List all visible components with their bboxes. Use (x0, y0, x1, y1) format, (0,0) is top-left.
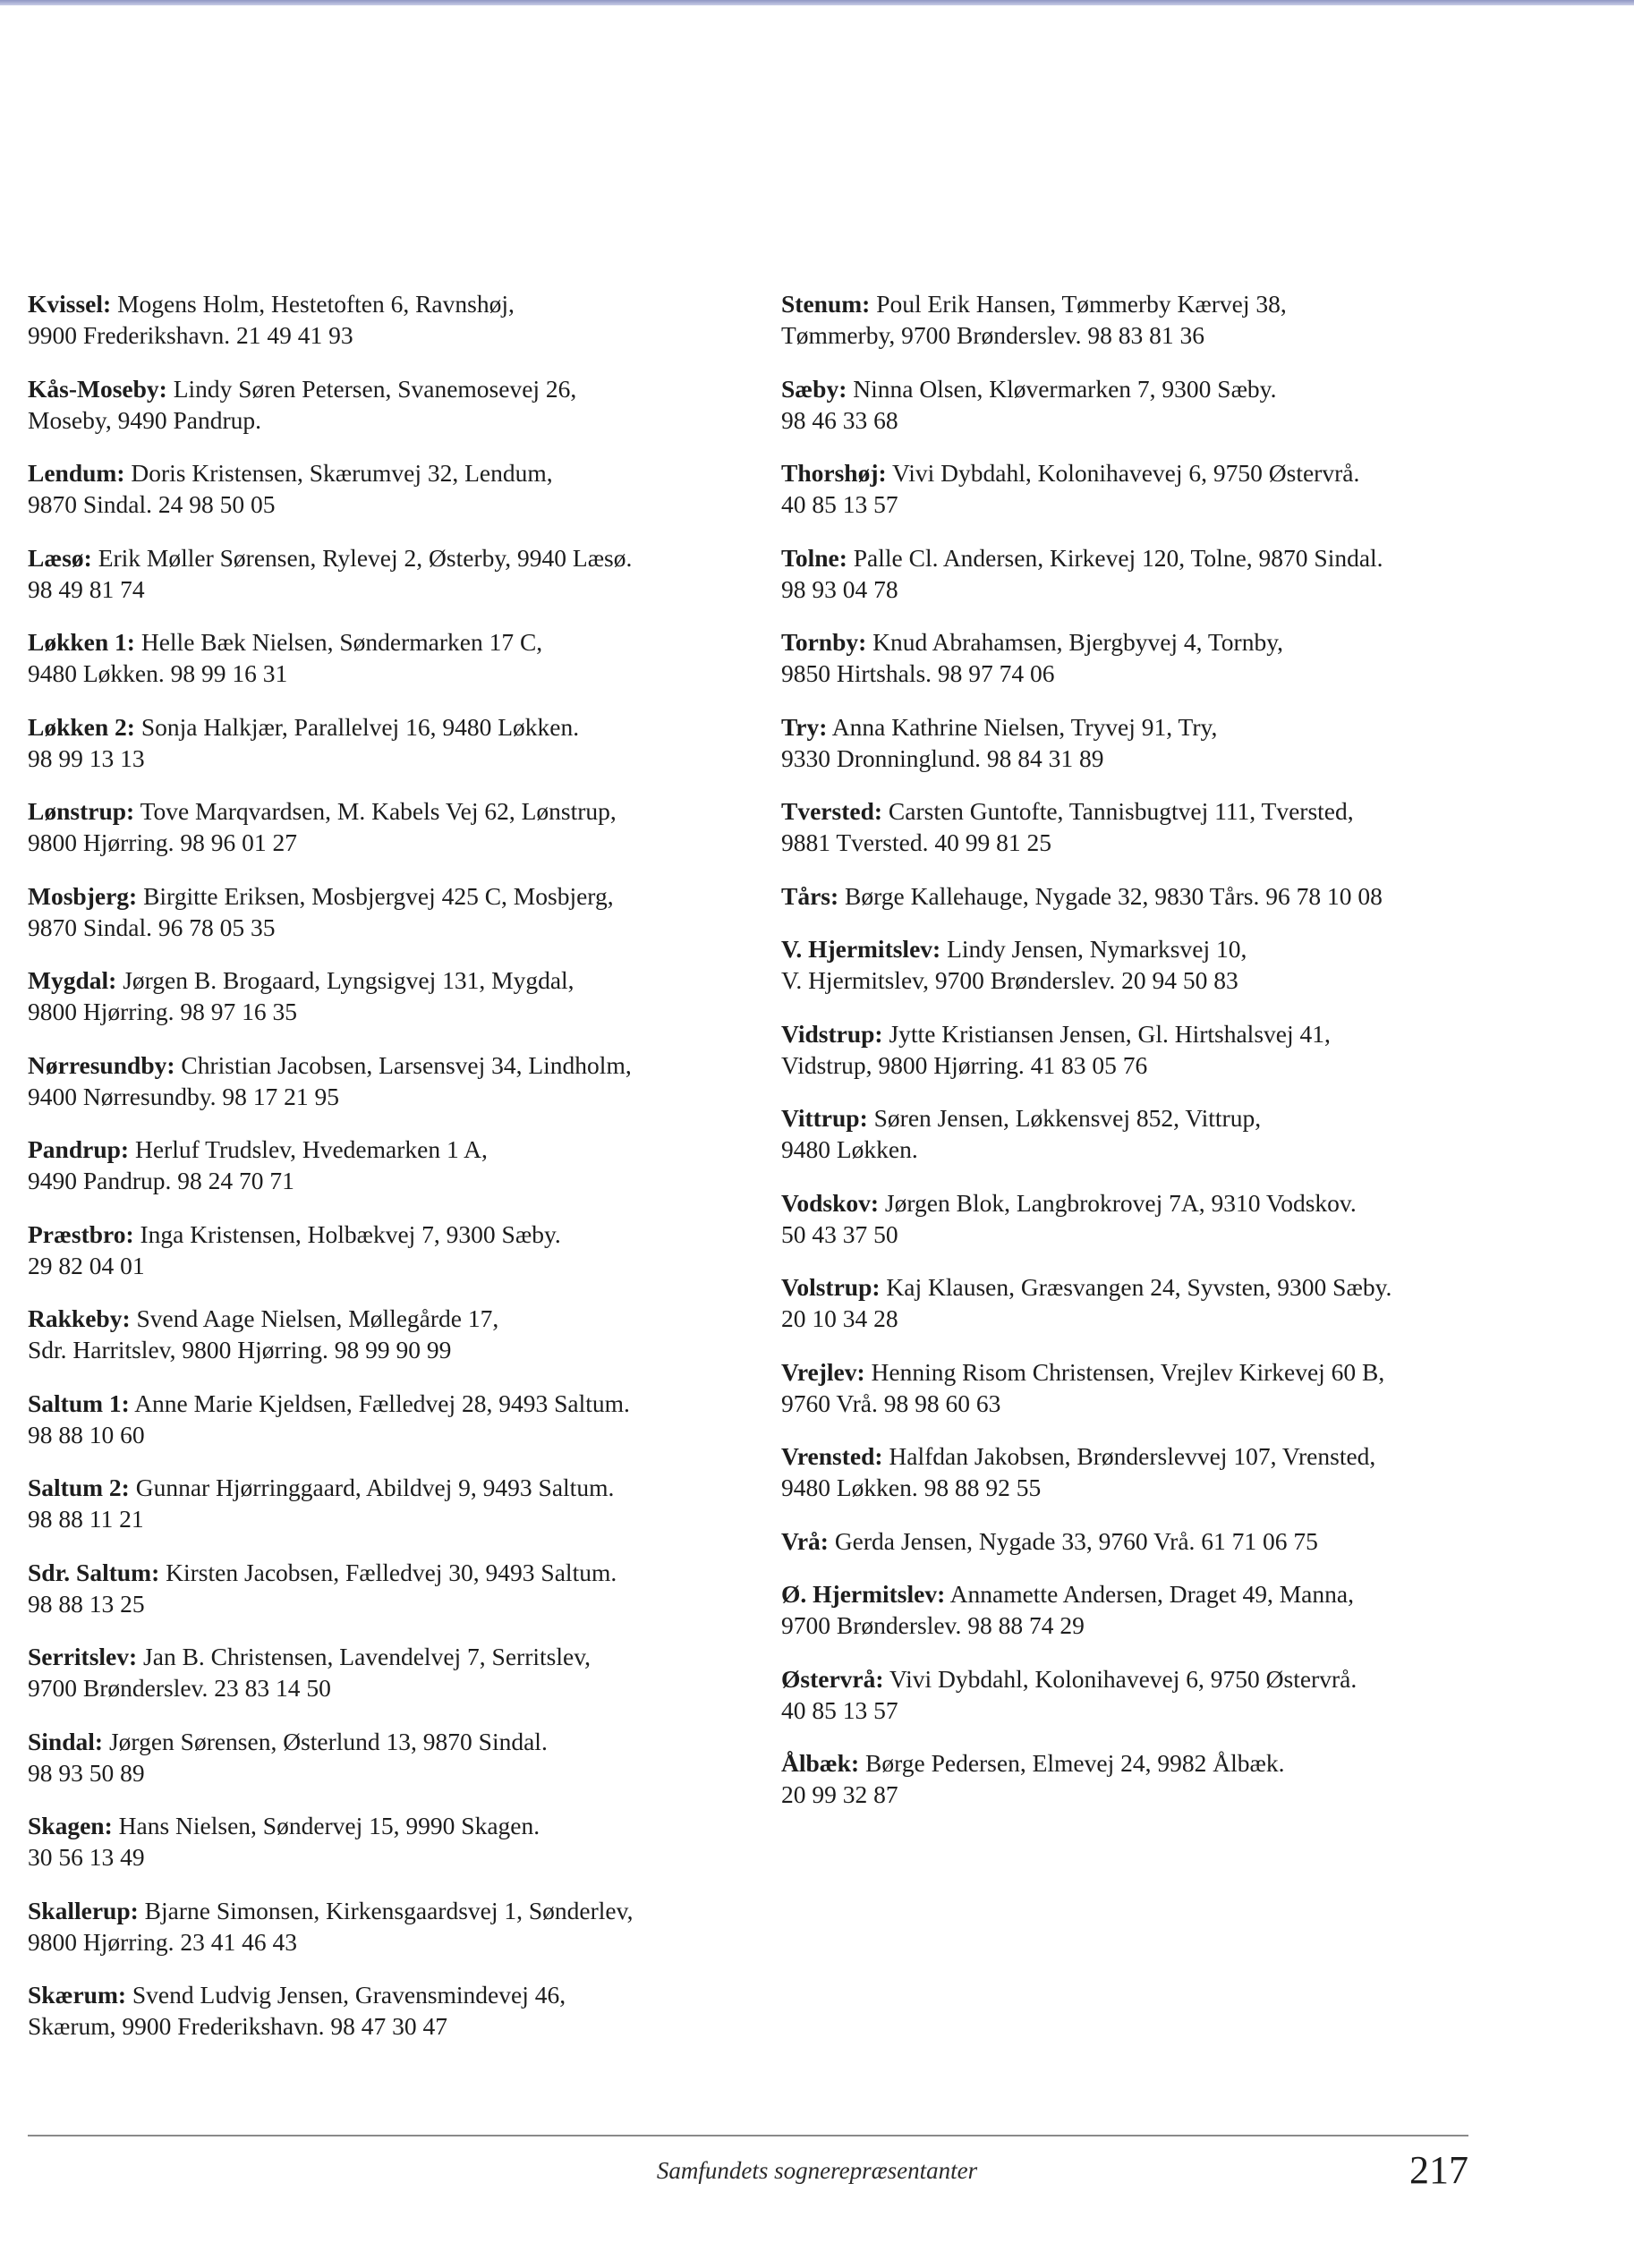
entry-line1: Jytte Kristiansen Jensen, Gl. Hirtshalsvej 41, (889, 1019, 1331, 1048)
entry-albaek (781, 1747, 1497, 1810)
entry-place: Tornby: (781, 628, 867, 656)
entry-line2: Tømmerby, 9700 Brønderslev. 98 83 81 36 (781, 321, 1205, 349)
entry-line1: Tove Marqvardsen, M. Kabels Vej 62, Lønstrup, (140, 797, 617, 825)
entry-line2: 9480 Løkken. 98 99 16 31 (28, 659, 288, 687)
entry-line2: 9800 Hjørring. 23 41 46 43 (28, 1927, 297, 1956)
entry-line1: Vivi Dybdahl, Kolonihavevej 6, 9750 Østervrå. (892, 459, 1360, 487)
footer-divider (28, 2135, 1468, 2136)
entry-place: Ålbæk: (781, 1749, 860, 1777)
entry-line2: 9700 Brønderslev. 98 88 74 29 (781, 1611, 1085, 1639)
entry-place: Tversted: (781, 797, 883, 825)
entry-lokken-2 (28, 711, 744, 774)
entry-line2: 9400 Nørresundby. 98 17 21 95 (28, 1082, 340, 1110)
entry-lonstrup (28, 795, 744, 858)
entry-line1: Poul Erik Hansen, Tømmerby Kærvej 38, (876, 290, 1287, 318)
entry-line1: Halfdan Jakobsen, Brønderslevvej 107, Vrensted, (889, 1442, 1376, 1470)
entry-line2: 98 99 13 13 (28, 743, 145, 772)
entry-line2: 20 10 34 28 (781, 1304, 898, 1332)
entry-place: Serritslev: (28, 1643, 138, 1670)
entry-norresundby (28, 1049, 744, 1112)
entry-line1: Jørgen B. Brogaard, Lyngsigvej 131, Mygdal, (123, 966, 574, 994)
entry-line1: Palle Cl. Andersen, Kirkevej 120, Tolne, 9870 Sindal. (853, 543, 1383, 572)
entry-sindal (28, 1726, 744, 1788)
entry-line1: Anna Kathrine Nielsen, Tryvej 91, Try, (831, 712, 1218, 741)
entry-place: V. Hjermitslev: (781, 935, 941, 963)
entry-line2: 9881 Tversted. 40 99 81 25 (781, 828, 1051, 856)
entry-skaerum (28, 1979, 744, 2042)
entry-line1: Inga Kristensen, Holbækvej 7, 9300 Sæby. (140, 1219, 561, 1248)
entry-line2: 20 99 32 87 (781, 1780, 898, 1808)
entry-line1: Sonja Halkjær, Parallelvej 16, 9480 Løkken. (140, 712, 580, 741)
entry-place: Vidstrup: (781, 1019, 883, 1048)
entry-line2: 9800 Hjørring. 98 97 16 35 (28, 998, 297, 1025)
entry-line2: 9490 Pandrup. 98 24 70 71 (28, 1167, 294, 1194)
entry-line2: 98 88 11 21 (28, 1505, 144, 1533)
entry-tversted (781, 795, 1497, 858)
entry-place: Vrå: (781, 1526, 829, 1555)
entry-line1: Kaj Klausen, Græsvangen 24, Syvsten, 9300 Sæby. (886, 1273, 1392, 1301)
entry-place: Sdr. Saltum: (28, 1558, 160, 1586)
entry-tornby (781, 626, 1497, 689)
entry-line1: Jørgen Blok, Langbrokrovej 7A, 9310 Vodskov. (884, 1188, 1357, 1217)
entry-line2: 9700 Brønderslev. 23 83 14 50 (28, 1674, 331, 1702)
entry-v-hjermitslev (781, 933, 1497, 996)
entry-line2: 40 85 13 57 (781, 490, 898, 518)
entry-line2: 9760 Vrå. 98 98 60 63 (781, 1389, 1001, 1417)
entry-place: Østervrå: (781, 1664, 884, 1693)
entry-vra (781, 1525, 1497, 1557)
entry-line1: Vivi Dybdahl, Kolonihavevej 6, 9750 Østervrå. (889, 1664, 1357, 1693)
entry-line2: 9850 Hirtshals. 98 97 74 06 (781, 659, 1055, 687)
entry-line1: Mogens Holm, Hestetoften 6, Ravnshøj, (117, 290, 515, 318)
entry-line2: 9800 Hjørring. 98 96 01 27 (28, 828, 297, 856)
entry-serritslev (28, 1641, 744, 1703)
entry-line2: Vidstrup, 9800 Hjørring. 41 83 05 76 (781, 1050, 1148, 1079)
entry-kvissel (28, 288, 744, 351)
entry-line1: Annamette Andersen, Draget 49, Manna, (949, 1580, 1354, 1608)
entry-skallerup (28, 1895, 744, 1958)
entry-tars (781, 880, 1497, 912)
entry-line1: Svend Aage Nielsen, Møllegårde 17, (136, 1304, 499, 1332)
left-column (28, 288, 744, 2064)
entry-place: Skagen: (28, 1812, 113, 1839)
entry-line1: Gerda Jensen, Nygade 33, 9760 Vrå. 61 71 06 75 (834, 1526, 1318, 1555)
entry-line1: Anne Marie Kjeldsen, Fælledvej 28, 9493 Saltum. (134, 1389, 630, 1417)
entry-place: Præstbro: (28, 1219, 134, 1248)
entry-line2: Sdr. Harritslev, 9800 Hjørring. 98 99 90 99 (28, 1336, 452, 1363)
entry-line1: Helle Bæk Nielsen, Søndermarken 17 C, (140, 628, 543, 656)
entry-place: Saltum 1: (28, 1389, 130, 1417)
entry-line2: 9330 Dronninglund. 98 84 31 89 (781, 743, 1104, 772)
entry-place: Mygdal: (28, 966, 117, 994)
entry-pandrup (28, 1134, 744, 1196)
entry-saltum-2 (28, 1472, 744, 1534)
entry-line1: Lindy Jensen, Nymarksvej 10, (947, 935, 1247, 963)
entry-place: Saltum 2: (28, 1474, 130, 1501)
entry-line1: Svend Ludvig Jensen, Gravensmindevej 46, (132, 1981, 566, 2009)
entry-line2: Skærum, 9900 Frederikshavn. 98 47 30 47 (28, 2012, 448, 2040)
entry-line1: Birgitte Eriksen, Mosbjergvej 425 C, Mosbjerg, (143, 881, 614, 910)
entry-o-hjermitslev (781, 1578, 1497, 1641)
entry-line1: Ninna Olsen, Kløvermarken 7, 9300 Sæby. (853, 374, 1277, 403)
entry-place: Thorshøj: (781, 459, 887, 487)
entry-sdr-saltum (28, 1557, 744, 1619)
entry-line1: Kirsten Jacobsen, Fælledvej 30, 9493 Saltum. (166, 1558, 617, 1586)
entry-thorshoj (781, 457, 1497, 520)
entry-line2: Moseby, 9490 Pandrup. (28, 405, 261, 434)
entry-place: Stenum: (781, 290, 871, 318)
entry-line2: 50 43 37 50 (781, 1219, 898, 1248)
entry-place: Pandrup: (28, 1135, 130, 1163)
page-top-edge (0, 0, 1634, 5)
entry-place: Vodskov: (781, 1188, 880, 1217)
entry-saltum-1 (28, 1388, 744, 1450)
entry-volstrup (781, 1271, 1497, 1334)
entry-line1: Bjarne Simonsen, Kirkensgaardsvej 1, Sønderlev, (144, 1896, 634, 1924)
entry-laeso (28, 542, 744, 605)
entry-mygdal (28, 964, 744, 1027)
entry-place: Kås-Moseby: (28, 374, 167, 403)
entry-place: Try: (781, 712, 828, 741)
entry-line2: 9480 Løkken. (781, 1135, 918, 1163)
entry-place: Ø. Hjermitslev: (781, 1580, 946, 1608)
entry-place: Vittrup: (781, 1104, 868, 1132)
entry-line1: Knud Abrahamsen, Bjergbyvej 4, Tornby, (872, 628, 1284, 656)
entry-lokken-1 (28, 626, 744, 689)
entry-line1: Carsten Guntofte, Tannisbugtvej 111, Tversted, (888, 797, 1354, 825)
entry-line1: Doris Kristensen, Skærumvej 32, Lendum, (131, 459, 553, 487)
entry-line2: 98 88 13 25 (28, 1589, 145, 1618)
entry-line1: Gunnar Hjørringgaard, Abildvej 9, 9493 Saltum. (135, 1474, 615, 1501)
entry-place: Løkken 2: (28, 712, 135, 741)
entry-place: Kvissel: (28, 290, 112, 318)
entry-line1: Børge Pedersen, Elmevej 24, 9982 Ålbæk. (864, 1749, 1285, 1777)
entry-place: Sindal: (28, 1727, 104, 1755)
entry-try (781, 711, 1497, 774)
entry-praestbro (28, 1219, 744, 1281)
entry-place: Vrensted: (781, 1442, 883, 1470)
entry-place: Læsø: (28, 543, 92, 572)
entry-ostervra (781, 1663, 1497, 1726)
entry-line2: 98 88 10 60 (28, 1420, 145, 1448)
entry-line2: 98 93 04 78 (781, 574, 898, 603)
entry-line2: 98 93 50 89 (28, 1758, 145, 1787)
entry-place: Lønstrup: (28, 797, 135, 825)
entry-saeby (781, 373, 1497, 436)
entry-kas-moseby (28, 373, 744, 436)
entry-line2: 40 85 13 57 (781, 1695, 898, 1724)
entry-place: Mosbjerg: (28, 881, 138, 910)
entry-line2: 29 82 04 01 (28, 1251, 145, 1279)
entry-line2: 30 56 13 49 (28, 1843, 145, 1871)
entry-line2: 9870 Sindal. 24 98 50 05 (28, 490, 276, 518)
entry-line1: Erik Møller Sørensen, Rylevej 2, Østerby, 9940 Læsø. (98, 543, 633, 572)
entry-mosbjerg (28, 880, 744, 943)
entry-place: Tårs: (781, 881, 839, 910)
entry-line1: Henning Risom Christensen, Vrejlev Kirkevej 60 B, (871, 1357, 1385, 1386)
entry-tolne (781, 542, 1497, 605)
entry-place: Lendum: (28, 459, 125, 487)
entry-place: Skallerup: (28, 1896, 139, 1924)
entry-line1: Børge Kallehauge, Nygade 32, 9830 Tårs. 96 78 10 08 (845, 881, 1383, 910)
entry-place: Sæby: (781, 374, 847, 403)
entry-place: Vrejlev: (781, 1357, 865, 1386)
entry-line1: Søren Jensen, Løkkensvej 852, Vittrup, (873, 1104, 1262, 1132)
running-footer-title: Samfundets sognerepræsentanter (656, 2157, 978, 2184)
entry-vodskov (781, 1187, 1497, 1250)
entry-line2: 9480 Løkken. 98 88 92 55 (781, 1474, 1042, 1501)
entry-line2: V. Hjermitslev, 9700 Brønderslev. 20 94 50 83 (781, 966, 1238, 994)
entry-line2: 9900 Frederikshavn. 21 49 41 93 (28, 321, 353, 349)
entry-line2: 9870 Sindal. 96 78 05 35 (28, 913, 276, 941)
entry-line1: Hans Nielsen, Søndervej 15, 9990 Skagen. (118, 1812, 540, 1839)
entry-vidstrup (781, 1018, 1497, 1081)
page-number: 217 (1409, 2148, 1468, 2192)
entry-lendum (28, 457, 744, 520)
entry-line1: Herluf Trudslev, Hvedemarken 1 A, (134, 1135, 488, 1163)
entry-place: Skærum: (28, 1981, 127, 2009)
right-column (781, 288, 1497, 1832)
entry-place: Nørresundby: (28, 1050, 175, 1079)
entry-vrensted (781, 1440, 1497, 1503)
entry-line2: 98 49 81 74 (28, 574, 145, 603)
entry-stenum (781, 288, 1497, 351)
entry-line1: Jørgen Sørensen, Østerlund 13, 9870 Sindal. (108, 1727, 548, 1755)
entry-place: Tolne: (781, 543, 847, 572)
entry-line2: 98 46 33 68 (781, 405, 898, 434)
entry-line1: Christian Jacobsen, Larsensvej 34, Lindholm, (181, 1050, 632, 1079)
entry-line1: Lindy Søren Petersen, Svanemosevej 26, (173, 374, 577, 403)
entry-place: Rakkeby: (28, 1304, 131, 1332)
entry-line1: Jan B. Christensen, Lavendelvej 7, Serritslev, (143, 1643, 591, 1670)
entry-vrejlev (781, 1356, 1497, 1419)
entry-place: Løkken 1: (28, 628, 135, 656)
entry-vittrup (781, 1102, 1497, 1165)
entry-rakkeby (28, 1303, 744, 1365)
entry-place: Volstrup: (781, 1273, 881, 1301)
entry-skagen (28, 1810, 744, 1873)
